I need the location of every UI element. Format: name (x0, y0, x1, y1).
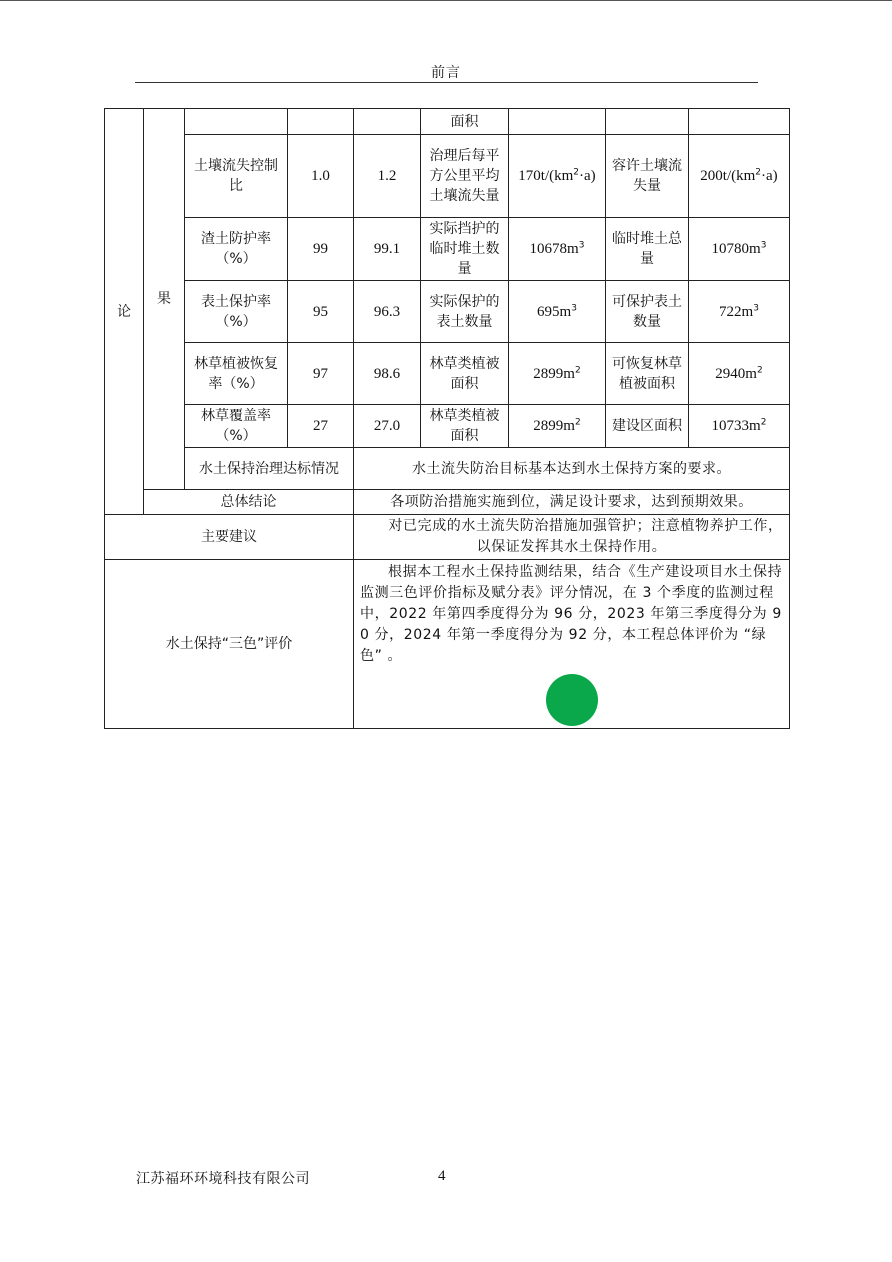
table-cell (689, 109, 790, 135)
basis-label: 林草类植被面积 (421, 343, 509, 405)
ref-value-sup: 2 (755, 167, 762, 178)
standard-text: 水土流失防治目标基本达到水土保持方案的要求。 (354, 448, 790, 490)
evaluation-cell (354, 560, 790, 729)
table-row (105, 218, 790, 281)
table-row-standard (105, 448, 790, 490)
ref-label: 临时堆土总量 (606, 218, 689, 281)
ref-value (689, 405, 790, 448)
green-rating-indicator (546, 674, 598, 726)
ref-value (689, 218, 790, 281)
ref-value-sup: 3 (760, 240, 767, 251)
overall-text: 各项防治措施实施到位，满足设计要求，达到预期效果。 (354, 490, 790, 515)
footer-page-number: 4 (438, 1168, 446, 1184)
basis-value-text: 170t/(km (518, 168, 574, 184)
page-top-border (0, 0, 892, 1)
table-cell (288, 109, 354, 135)
table-row-overall (105, 490, 790, 515)
basis-value-text: 10678m (529, 241, 579, 257)
target-value: 97 (288, 343, 354, 405)
footer-company: 江苏福环环境科技有限公司 (136, 1171, 310, 1187)
ref-value-sup: 2 (760, 417, 767, 428)
conclusion-table (104, 108, 790, 729)
basis-value-text: 2899m (533, 365, 575, 382)
table-cell (509, 109, 606, 135)
ref-value-text: 200t/(km (700, 168, 756, 184)
table-row-suggestion (105, 515, 790, 560)
basis-value-sup: 2 (574, 417, 581, 428)
suggestion-label: 主要建议 (105, 515, 354, 560)
evaluation-text: 根据本工程水土保持监测结果，结合《生产建设项目水土保持监测三色评价指标及赋分表》评分情况，在 3 个季度的监测过程中，2022 年第四季度得分为 96 分，2023 年第三季度得分为 90 分，2024 年第一季度得分为 92 分，本工程总体评价为 “绿色” 。 (360, 564, 783, 664)
basis-value-sup: 2 (573, 167, 580, 178)
col1-label: 论 (105, 109, 144, 515)
basis-label: 林草类植被面积 (421, 405, 509, 448)
ref-value-text: 2940m (715, 365, 757, 382)
target-value: 1.0 (288, 135, 354, 218)
basis-label: 治理后每平方公里平均土壤流失量 (421, 135, 509, 218)
actual-value: 98.6 (354, 343, 421, 405)
target-value: 95 (288, 281, 354, 343)
basis-label: 实际挡护的临时堆土数量 (421, 218, 509, 281)
ref-value-text: 10780m (711, 241, 761, 257)
indicator-name: 土壤流失控制比 (185, 135, 288, 218)
area-header: 面积 (421, 109, 509, 135)
ref-value-text: 722m (719, 303, 754, 320)
suggestion-text: 对已完成的水土流失防治措施加强管护；注意植物养护工作，以保证发挥其水土保持作用。 (354, 515, 790, 560)
page-header-title: 前言 (431, 65, 461, 81)
indicator-name: 表土保护率（%） (185, 281, 288, 343)
ref-value (689, 135, 790, 218)
target-value: 27 (288, 405, 354, 448)
basis-value (509, 218, 606, 281)
col2-label: 果 (144, 109, 185, 490)
table-cell (606, 109, 689, 135)
ref-value-sup: 2 (756, 364, 763, 375)
actual-value: 1.2 (354, 135, 421, 218)
ref-label: 建设区面积 (606, 405, 689, 448)
table-row (105, 343, 790, 405)
basis-value (509, 281, 606, 343)
standard-label: 水土保持治理达标情况 (185, 448, 354, 490)
table-row (105, 281, 790, 343)
basis-value (509, 405, 606, 448)
basis-value-sup: 3 (578, 240, 585, 251)
table-cell (185, 109, 288, 135)
table-row-evaluation (105, 560, 790, 729)
actual-value: 27.0 (354, 405, 421, 448)
evaluation-label: 水土保持“三色”评价 (105, 560, 354, 729)
basis-value-sup: 2 (574, 364, 581, 375)
table-row (105, 135, 790, 218)
table-cell (354, 109, 421, 135)
ref-label: 可恢复林草植被面积 (606, 343, 689, 405)
ref-value (689, 343, 790, 405)
basis-value-tail: ·a) (579, 168, 596, 184)
basis-value (509, 343, 606, 405)
basis-value-text: 2899m (533, 418, 575, 434)
ref-value-text: 10733m (711, 418, 761, 434)
actual-value: 96.3 (354, 281, 421, 343)
basis-value (509, 135, 606, 218)
target-value: 99 (288, 218, 354, 281)
ref-value-sup: 3 (753, 302, 759, 313)
basis-label: 实际保护的表土数量 (421, 281, 509, 343)
actual-value: 99.1 (354, 218, 421, 281)
ref-value-tail: ·a) (761, 168, 778, 184)
table-row (105, 405, 790, 448)
table-row-area-header (105, 109, 790, 135)
ref-label: 容许土壤流失量 (606, 135, 689, 218)
overall-label: 总体结论 (144, 490, 354, 515)
indicator-name: 林草植被恢复率（%） (185, 343, 288, 405)
basis-value-sup: 3 (571, 302, 577, 313)
ref-label: 可保护表土数量 (606, 281, 689, 343)
basis-value-text: 695m (537, 303, 572, 320)
indicator-name: 林草覆盖率（%） (185, 405, 288, 448)
header-rule (135, 82, 758, 83)
ref-value (689, 281, 790, 343)
indicator-name: 渣土防护率（%） (185, 218, 288, 281)
